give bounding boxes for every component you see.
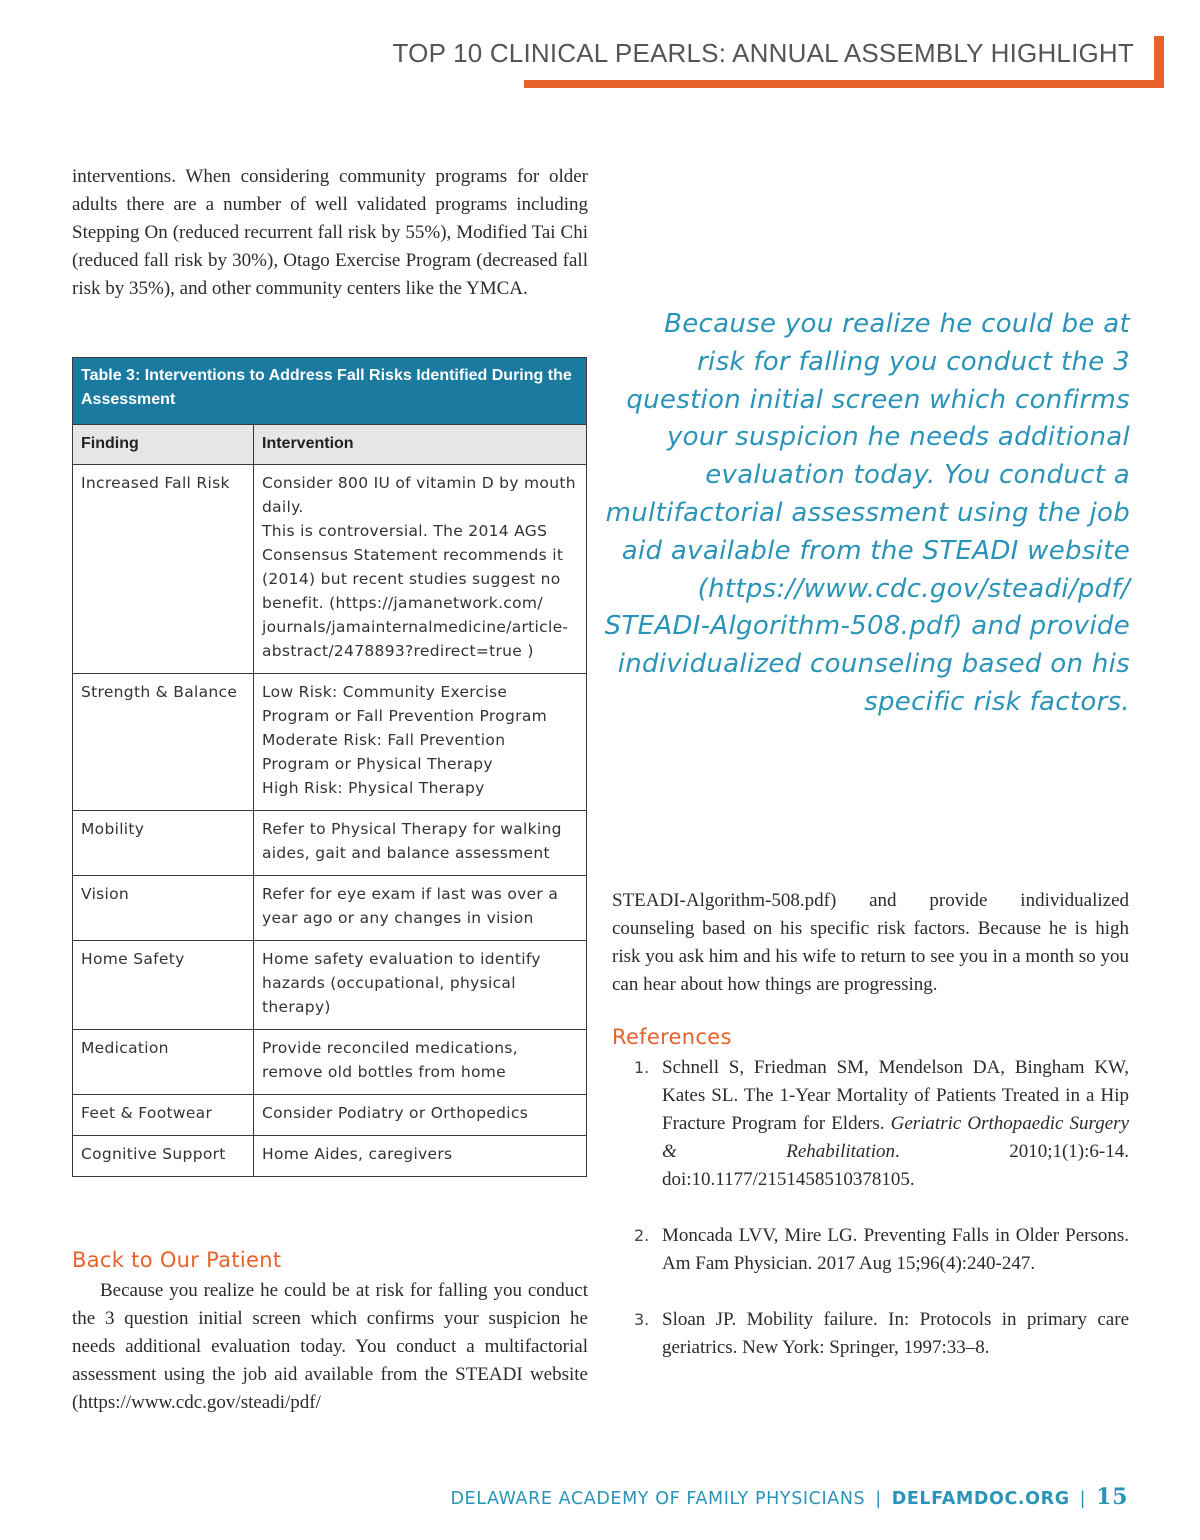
reference-number: 2. (634, 1226, 650, 1245)
pullquote-line: risk for falling you conduct the 3 (697, 346, 1130, 377)
pullquote-line: aid available from the STEADI website (621, 535, 1130, 566)
table-row (73, 1095, 587, 1136)
reference-after-text: . 2010;1(1):6-14. doi:10.1177/2151458510378105. (662, 1141, 1129, 1190)
finding-cell: Vision (73, 876, 254, 941)
table-row (73, 1136, 587, 1177)
pullquote-line: question initial screen which confirms (626, 384, 1130, 415)
page-footer (450, 1484, 1128, 1510)
intervention-line: Provide reconciled medications, remove old bottles from home (262, 1039, 518, 1081)
table-body (73, 465, 587, 1177)
pullquote-line: multifactorial assessment using the job (605, 497, 1130, 528)
table-row (73, 811, 587, 876)
intervention-line: Refer for eye exam if last was over a year ago or any changes in vision (262, 885, 559, 927)
intervention-cell (254, 1095, 587, 1136)
patient-section-heading: Back to Our Patient (72, 1248, 282, 1272)
patient-paragraph-continued: STEADI-Algorithm-508.pdf) and provide individualized counseling based on his specific risk factors. Because he is high risk you ask him and his wife to return to see you in a month so you can hear about how things are progressing. (612, 890, 1129, 995)
intervention-cell (254, 876, 587, 941)
reference-before-text: Sloan JP. Mobility failure. In: Protocols in primary care geriatrics. New York: Springer, 1997:33–8. (662, 1309, 1129, 1358)
intervention-cell (254, 1030, 587, 1095)
finding-cell: Feet & Footwear (73, 1095, 254, 1136)
interventions-table (72, 357, 587, 1177)
finding-cell: Increased Fall Risk (73, 465, 254, 674)
table-row (73, 1030, 587, 1095)
intervention-cell (254, 1136, 587, 1177)
table-row (73, 941, 587, 1030)
page-number: 15 (1096, 1484, 1128, 1510)
table-caption: Table 3: Interventions to Address Fall Risks Identified During the Assessment (73, 358, 587, 425)
intervention-line: Consider Podiatry or Orthopedics (262, 1104, 529, 1122)
finding-cell: Home Safety (73, 941, 254, 1030)
intervention-cell (254, 941, 587, 1030)
reference-before-text: Moncada LVV, Mire LG. Preventing Falls in Older Persons. Am Fam Physician. 2017 Aug 15;96(4):240-247. (662, 1225, 1129, 1274)
pullquote-line: (https://www.cdc.gov/steadi/pdf/ (697, 573, 1130, 604)
pullquote-line: STEADI-Algorithm-508.pdf) and provide (604, 611, 1130, 642)
table-row (73, 674, 587, 811)
table-header-intervention: Intervention (254, 425, 587, 465)
pullquote-line: individualized counseling based on his (617, 649, 1130, 680)
footer-organization: DELAWARE ACADEMY OF FAMILY PHYSICIANS (450, 1489, 866, 1509)
intervention-line: Moderate Risk: Fall Prevention Program or Physical Therapy (262, 731, 506, 773)
footer-separator-2: | (1079, 1489, 1087, 1509)
reference-journal-text: Geriatric Orthopaedic Surgery & Rehabilitation (662, 1113, 1129, 1162)
pullquote-line: Because you realize he could be at (664, 309, 1130, 339)
intro-paragraph: interventions. When considering community programs for older adults there are a number of well validated programs including Stepping On (reduced recurrent fall risk by 55%), Modified Tai Chi (reduced fall risk by 30%), Otago Exercise Program (decreased fall risk by 35%), and other community centers like the YMCA. (72, 166, 588, 299)
intervention-line: High Risk: Physical Therapy (262, 779, 485, 797)
patient-paragraph: Because you realize he could be at risk for falling you conduct the 3 question initial screen which confirms your suspicion he needs additional evaluation today. You conduct a multifactorial assessment using the job aid available from the STEADI website (https://www.cdc.gov/steadi/pdf/ (72, 1280, 588, 1413)
reference-item (612, 1306, 1129, 1362)
reference-number: 1. (634, 1058, 650, 1077)
table-header-finding: Finding (73, 425, 254, 465)
pullquote-line: your suspicion he needs additional (666, 422, 1130, 453)
footer-website-link[interactable]: DELFAMDOC.ORG (891, 1489, 1070, 1509)
intervention-line: Home Aides, caregivers (262, 1145, 453, 1163)
references-heading: References (612, 1025, 732, 1049)
reference-item (612, 1054, 1129, 1194)
pullquote-line: specific risk factors. (864, 686, 1130, 717)
header-rule (524, 80, 1164, 88)
intervention-line: Consider 800 IU of vitamin D by mouth daily. (262, 474, 576, 516)
intervention-cell (254, 811, 587, 876)
table-row (73, 876, 587, 941)
finding-cell: Cognitive Support (73, 1136, 254, 1177)
finding-cell: Strength & Balance (73, 674, 254, 811)
reference-before-text: Schnell S, Friedman SM, Mendelson DA, Bingham KW, Kates SL. The 1-Year Mortality of Patients Treated in a Hip Fracture Program for Elders. (662, 1057, 1129, 1134)
pullquote-line: evaluation today. You conduct a (705, 460, 1130, 491)
references-list (612, 1054, 1129, 1390)
footer-separator: | (875, 1489, 882, 1509)
finding-cell: Mobility (73, 811, 254, 876)
intervention-line: Low Risk: Community Exercise Program or Fall Prevention Program (262, 683, 548, 725)
intervention-line: This is controversial. The 2014 AGS Consensus Statement recommends it (2014) but recent studies suggest no benefit. (https://jamanetwork.com/ journals/jamainternalmedicine/article-abstract/2478893?redirect=true ) (262, 522, 569, 660)
pullquote (600, 306, 1130, 722)
reference-number: 3. (634, 1310, 650, 1329)
page-header-title: TOP 10 CLINICAL PEARLS: ANNUAL ASSEMBLY HIGHLIGHT (392, 38, 1134, 68)
header-accent-bar (1154, 36, 1164, 88)
intervention-cell (254, 674, 587, 811)
intervention-line: Refer to Physical Therapy for walking aides, gait and balance assessment (262, 820, 562, 862)
intervention-cell (254, 465, 587, 674)
reference-item (612, 1222, 1129, 1278)
finding-cell: Medication (73, 1030, 254, 1095)
table-row (73, 465, 587, 674)
intervention-line: Home safety evaluation to identify hazards (occupational, physical therapy) (262, 950, 541, 1016)
